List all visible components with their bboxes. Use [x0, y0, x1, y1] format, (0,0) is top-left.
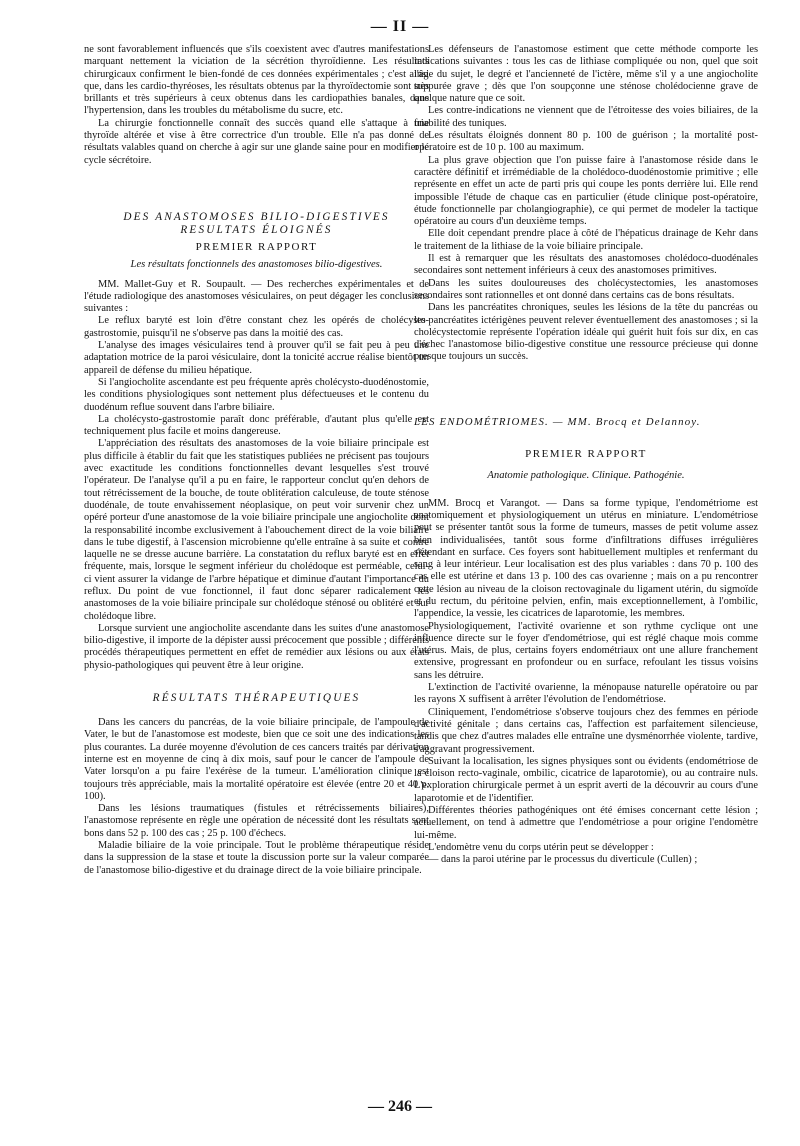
paragraph: Physiologiquement, l'activité ovarienne et son rythme cyclique ont une influence directe sur le foyer d'endométriose, qui est réglé chaque mois comme l'utérus. Mais, de plus, certains foyers endométriaux ont une allure franchement extensive, progressant en profondeur ou en surface, refoulant les tissus voisins sans les détruire.	[414, 620, 758, 681]
paragraph: L'extinction de l'activité ovarienne, la ménopause naturelle opératoire ou par les rayons X suffisent à arrêter l'évolution de l'endométriose.	[414, 682, 758, 706]
rapport-heading: PREMIER RAPPORT	[195, 240, 318, 253]
paragraph: Cliniquement, l'endométriose s'observe toujours chez des femmes en période d'activité génitale ; dans certains cas, l'affection est parfaitement silencieuse, tandis que chez d'autres malades elle entraîne une dysménorrhée violente, tardive, s'aggravant progressivement.	[414, 706, 758, 755]
page-header-marker: — II —	[370, 18, 430, 35]
paragraph: Les contre-indications ne viennent que de l'étroitesse des voies biliaires, de la friabilité des tuniques.	[414, 105, 758, 129]
paragraph: L'appréciation des résultats des anastomoses de la voie biliaire principale est plus difficile à établir du fait que les statistiques publiées ne précisent pas toujours avec exactitude les conditions fonctionnelles devant lesquelles s'est trouvé l'opérateur. De l'analyse qu'il a pu en faire, le rapporteur conclut qu'en dehors de tout rétrécissement de la bouche, de toute oblitération calculeuse, de toute sténose duodénale, de toute envahissement néoplasique, on peut voir survenir chez un opéré porteur d'une anastomose de la voie biliaire principale une angiocholite dont la responsabilité incombe exclusivement à l'abouchement direct de la voie biliaire dans le tube digestif, à l'ascension microbienne qu'elle entraîne à sa suite et contre laquelle ne se dresse aucune barrière. La constatation du reflux baryté est en effet fréquente, mais, lorsque le segment inférieur du cholédoque est perméable, celui-ci vient assurer la vidange de l'arbre hépatique et diminue d'autant l'importance du reflux. Du point de vue fonctionnel, il faut donc séparer radicalement les anastomoses de la voie biliaire principale sur cholédoque sténosé ou oblitéré et sur cholédoque libre.	[84, 438, 429, 622]
paragraph: Maladie biliaire de la voie principale. Tout le problème thérapeutique réside dans la suppression de la stase et toute la discussion porte sur la valeur comparée de l'anastomose bilio-digestive et du drainage direct de la voie biliaire principale.	[84, 840, 429, 876]
section-title: LES ENDOMÉTRIOMES. — MM. Brocq et Delannoy.	[414, 415, 701, 428]
paragraph: MM. Mallet-Guy et R. Soupault. — Des recherches expérimentales et de l'étude radiologique des anastomoses vésiculaires, on peut dégager les conclusions suivantes :	[84, 278, 429, 315]
paragraph: Dans les pancréatites chroniques, seules les lésions de la tête du pancréas ou les pancréatites ictérigènes peuvent relever éventuellement des anastomoses ; si la cholécystectomie représente l'opération idéale qui guérit huit fois sur dix, en cas d'échec l'anastomose bilio-digestive constitue une ressource précieuse qui donne presque toujours un succès.	[414, 302, 758, 363]
paragraph: La chirurgie fonctionnelle connaît des succès quand elle s'attaque à une thyroïde altérée et vise à être correctrice d'un trouble. Elle n'a pas donné de résultats valables quand on cherche à agir sur une glande saine pour en modifier le cycle sécrétoire.	[84, 117, 429, 166]
paragraph: La plus grave objection que l'on puisse faire à l'anastomose réside dans le caractère définitif et irrémédiable de la cholédoco-duodénostomie primitive ; elle représente en effet un acte de parti pris qui coupe les ponts derrière lui. Elle rend impossible l'étude de chaque cas en particulier (étude clinique post-opératoire, étude fonctionnelle par cholangiographie), ce qui permet de modeler la tactique opératoire au cours d'un deuxième temps.	[414, 154, 758, 228]
paragraph: — dans la paroi utérine par le processus du diverticule (Cullen) ;	[428, 854, 698, 866]
rapport-heading: PREMIER RAPPORT	[525, 448, 647, 461]
paragraph: Si l'angiocholite ascendante est peu fréquente après cholécysto-duodénostomie, les conditions physiologiques sont nettement plus défectueuses et le contenu du duodénum reflue souvent dans l'arbre biliaire.	[84, 376, 429, 413]
paragraph: Les défenseurs de l'anastomose estiment que cette méthode comporte les indications suivantes : tous les cas de lithiase compliquée ou non, quel que soit l'âge du sujet, le degré et l'ancienneté de l'ictère, même s'il y a une angiocholite suppurée grave ; dès que l'on soupçonne une sténose cholédocienne grave de quelque nature que ce soit.	[414, 44, 758, 105]
section-title: RÉSULTATS THÉRAPEUTIQUES	[152, 692, 361, 705]
paragraph: ne sont favorablement influencés que s'ils coexistent avec d'autres manifestations marquant nettement la viciation de la sécrétion thyroïdienne. Les résultats chirurgicaux confirment le bien-fondé de ces données expérimentales ; c'est ainsi que, dans les cardio-thyréoses, les résultats obtenus par la thyroïdectomie sont très brillants et très supérieurs à ceux obtenus dans les cardiopathies banales, dans l'hypertension, dans les troubles du métabolisme du sucre, etc.	[84, 44, 429, 117]
subtitle: Anatomie pathologique. Clinique. Pathogénie.	[487, 470, 685, 482]
paragraph: Le reflux baryté est loin d'être constant chez les opérés de cholécysto-gastrostomie, puisqu'il ne s'observe pas dans la moitié des cas.	[84, 315, 429, 339]
paragraph: Dans les suites douloureuses des cholécystectomies, les anastomoses secondaires sont rationnelles et ont donné dans certains cas de bons résultats.	[414, 277, 758, 301]
paragraph: Dans les lésions traumatiques (fistules et rétrécissements biliaires), l'anastomose représente en règle une opération de nécessité dont les résultats sont bons dans 52 p. 100 des cas ; 25 p. 100 d'échecs.	[84, 803, 429, 839]
paragraph: Il est à remarquer que les résultats des anastomoses cholédoco-duodénales secondaires sont nettement inférieurs à ceux des anastomoses primitives.	[414, 253, 758, 277]
paragraph: L'analyse des images vésiculaires tend à prouver qu'il se fait peu à peu une adaptation motrice de la paroi vésiculaire, dont la tonicité accrue réalise bientôt un appareil de défense du milieu hépatique.	[84, 340, 429, 376]
paragraph: Suivant la localisation, les signes physiques sont ou évidents (endométriose de la cloison recto-vaginale, ombilic, cicatrice de laparotomie), ou au contraire nuls. L'exploration chirurgicale permet à un esprit averti de la découvrir au cours d'une laparotomie et de l'identifier.	[414, 755, 758, 804]
paragraph: Différentes théories pathogéniques ont été émises concernant cette lésion ; actuellement, on tend à admettre que l'endométriose a pour origine l'endomètre lui-même.	[414, 805, 758, 841]
right-column	[414, 44, 758, 867]
paragraph: L'endomètre venu du corps utérin peut se développer :	[428, 841, 654, 853]
paragraph: Lorsque survient une angiocholite ascendante dans les suites d'une anastomose bilio-digestive, il importe de la dépister aussi précocement que possible ; différents procédés thérapeutiques permettent en effet de remédier aux lésions ou aux états physio-pathologiques qui peuvent être à leur origine.	[84, 622, 429, 671]
left-column	[84, 44, 429, 877]
paragraph: Dans les cancers du pancréas, de la voie biliaire principale, de l'ampoule de Vater, le but de l'anastomose est modeste, bien que ce soit une des indications les plus courantes. La durée moyenne d'évolution de ces cancers traités par dérivation interne est en moyenne de cinq à dix mois, sauf pour le cancer de l'ampoule de Vater lorsqu'on a pu faire l'exérèse de la tumeur. L'amélioration clinique est toujours très appréciable, mais la mortalité opératoire est élevée (entre 20 et 40 p. 100).	[84, 717, 429, 802]
paragraph: Elle doit cependant prendre place à côté de l'hépaticus drainage de Kehr dans le traitement de la lithiase de la voie biliaire principale.	[414, 228, 758, 252]
section-title: DES ANASTOMOSES BILIO-DIGESTIVES	[123, 210, 390, 223]
paragraph: MM. Brocq et Varangot. — Dans sa forme typique, l'endométriome est anatomiquement et physiologiquement un utérus en miniature. L'endométriose peut se présenter tantôt sous la forme de tumeurs, masses de petit volume assez bien individualisées, tantôt sous forme d'infiltrations diffuses irrégulières s'étendant en surface. Ces foyers sont habituellement multiples et renfermant du sang à leur intérieur. Leur localisation est des plus variables : dans 70 p. 100 des cas elle est utérine et dans 13 p. 100 des cas ovarienne ; mais on a pu rencontrer cette lésion au niveau de la cloison rectovaginale du ligament utérin, du sigmoïde et du rectum, du péritoine pelvien, enfin, mais exceptionnellement, à l'ombilic, l'appendice, la vessie, les cicatrices de laparotomie, les membres.	[414, 497, 758, 620]
page-number: — 246 —	[368, 1098, 432, 1115]
paragraph: La cholécysto-gastrostomie paraît donc préférable, d'autant plus qu'elle est techniquement plus facile et moins dangereuse.	[84, 413, 429, 438]
section-title: RESULTATS ÉLOIGNÉS	[180, 223, 333, 236]
subtitle: Les résultats fonctionnels des anastomoses bilio-digestives.	[130, 259, 383, 271]
paragraph: Les résultats éloignés donnent 80 p. 100 de guérison ; la mortalité post-opératoire est de 10 p. 100 au maximum.	[414, 130, 758, 154]
